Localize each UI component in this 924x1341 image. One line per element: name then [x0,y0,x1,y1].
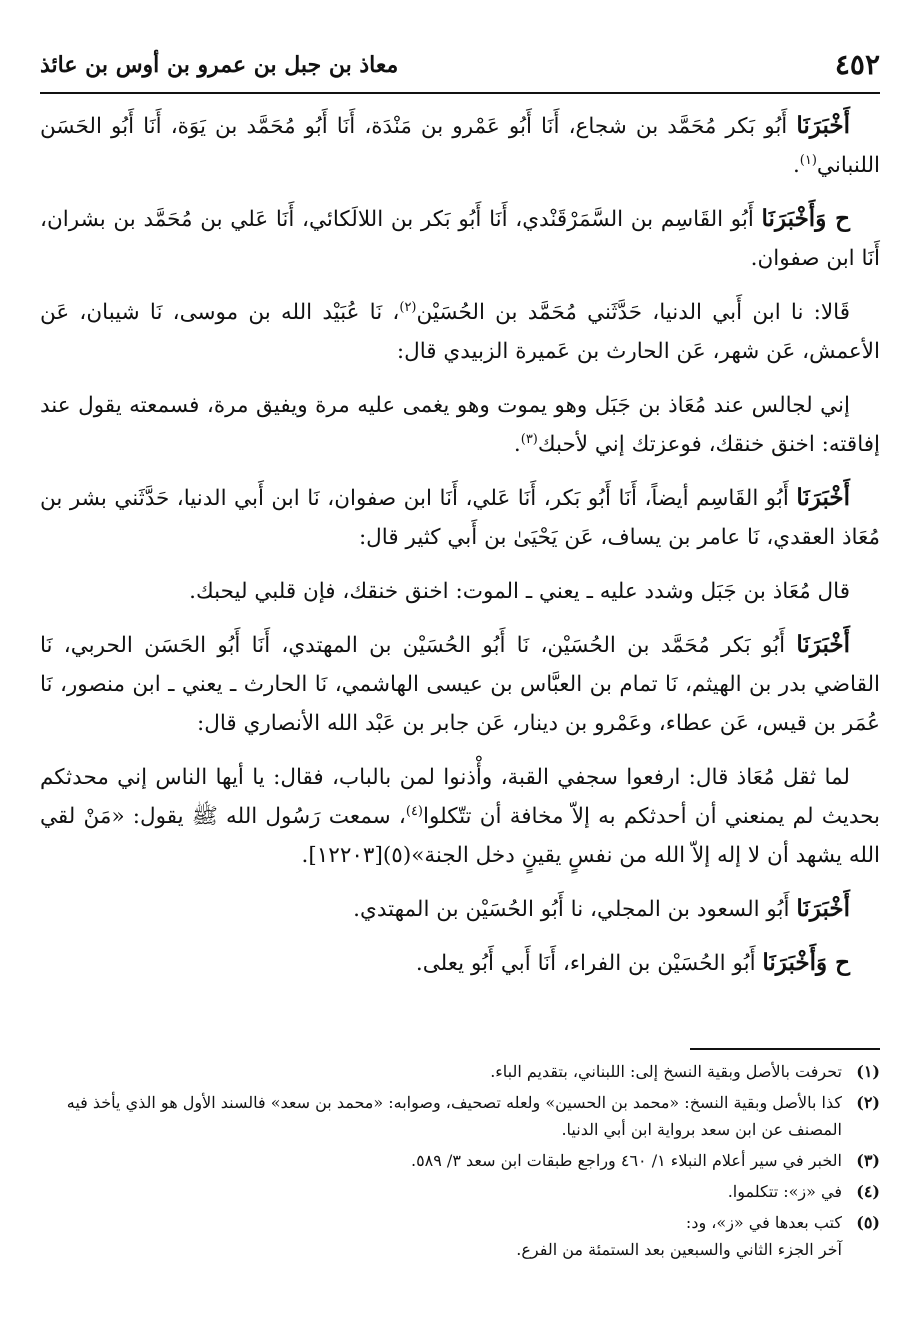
footnote-text: الخبر في سير أعلام النبلاء ١/ ٤٦٠ وراجع طبقات ابن سعد ٣/ ٥٨٩. [410,1151,842,1170]
quote-paragraph [40,757,880,875]
paragraph-text: لما ثقل مُعَاذ قال: ارفعوا سجفي القبة، وأْذنوا لمن بالباب، فقال: يا أيها الناس إني محدثكم بحديث لم يمنعني أن أحدثكم به إلاّ مخافة أن تتّكلوا [40,765,880,829]
paragraph-text: أَبُو القَاسِم أيضاً، أَنَا أَبُو بَكر، أَنَا عَلي، أَنَا ابن صفوان، نَا ابن أَبي الدنيا، حَدَّثَني بشر بن مُعَاذ العقدي، نَا عامر بن يساف، عَن يَحْيَىٰ بن أَبي كثير قال: [40,486,880,550]
footnote-number: (٣) [856,1151,880,1170]
footnote-divider [690,1048,880,1050]
paragraph-text: أَبُو الحُسَيْن بن الفراء، أَنَا أَبي أَبُو يعلى. [415,951,763,976]
footnote-number: (٥) [856,1213,880,1232]
footnote-number: (٤) [856,1182,880,1201]
footnote-text: كذا بالأصل وبقية النسخ: «محمد بن الحسين» ولعله تصحيف، وصوابه: «محمد بن سعد» فالسند الأول هو الذي يأخذ فيه المصنف عن ابن سعد برواية ابن أبي الدنيا. [66,1093,842,1139]
paragraph [40,478,880,557]
footnotes [40,1058,880,1267]
paragraph-keyword: أَخْبَرَنَا [796,484,850,511]
paragraph-keyword: أَخْبَرَنَا [796,895,850,922]
paragraph-text: أَبُو بَكر مُحَمَّد بن شجاع، أَنَا أَبُو عَمْرو بن مَنْدَة، أَنَا أَبُو مُحَمَّد بن يَوَة، أَنَا أَبُو الحَسَن اللنباني [40,114,880,178]
paragraph-tail: ، سمعت رَسُول الله ﷺ يقول: «مَنْ لقي الله يشهد أن لا إله إلاّ الله من نفسٍ يقينٍ دخل الجنة»(٥)[١٢٢٠٣]. [40,804,880,868]
paragraph-tail: . [513,432,521,457]
footnote-text: في «ز»: تتكلموا. [727,1182,842,1201]
paragraph [40,625,880,743]
footnote-text: كتب بعدها في «ز»، ود: [685,1213,842,1232]
paragraph-text: أَبُو السعود بن المجلي، نا أَبُو الحُسَيْن بن المهتدي. [353,897,797,922]
footnote-text: تحرفت بالأصل وبقية النسخ إلى: اللبناني، بتقديم الباء. [490,1062,842,1081]
footnote-ref: (١) [799,152,817,168]
page-header [40,40,880,94]
paragraph-keyword: أَخْبَرَنَا [796,112,850,139]
paragraph-tail: . [792,153,800,178]
paragraph-keyword: ح وَأَخْبَرَنَا [762,949,850,976]
footnote [40,1058,880,1085]
document-page [40,40,880,1300]
footnote [40,1089,880,1143]
footnote [40,1178,880,1205]
paragraph-text: أَبُو القَاسِم بن السَّمَرْقَنْدي، أَنَا أَبُو بَكر بن اللالَكائي، أَنَا عَلي بن مُحَمَّد بن بشران، أَنَا ابن صفوان. [40,207,880,271]
paragraph-keyword: ح وَأَخْبَرَنَا [761,205,851,232]
paragraph-text: قَالا: نا ابن أَبي الدنيا، حَدَّثَني مُحَمَّد بن الحُسَيْن [416,300,850,325]
paragraph-tail: ، نَا عُبَيْد الله بن موسى، نَا شيبان، عَن الأعمش، عَن شهر، عَن الحارث بن عَميرة الزبيدي قال: [40,300,880,364]
footnote [40,1147,880,1174]
paragraph-text: أَبُو بَكر مُحَمَّد بن الحُسَيْن، نَا أَبُو الحُسَيْن بن المهتدي، أَنَا أَبُو الحَسَن الحربي، نَا القاضي بدر بن الهيثم، نَا تمام بن العبَّاس بن عيسى الهاشمي، نَا الحارث ـ يعني ـ ابن منصور، نَا عُمَر بن قيس، عَن عطاء، وعَمْرو بن دينار، عَن جابر بن عَبْد الله الأنصاري قال: [40,633,880,736]
main-text [40,106,880,997]
footnote-ref: (٤) [405,803,423,819]
quote-paragraph [40,571,880,611]
paragraph [40,889,880,929]
paragraph-keyword: أَخْبَرَنَا [796,631,850,658]
footnote-number: (٢) [856,1093,880,1112]
footnote [40,1209,880,1263]
running-title: معاذ بن جبل بن عمرو بن أوس بن عائذ [40,52,399,78]
footnote-subtext: آخر الجزء الثاني والسبعين بعد الستمئة من الفرع. [516,1240,842,1259]
paragraph-text: إني لجالس عند مُعَاذ بن جَبَل وهو يموت وهو يغمى عليه مرة ويفيق مرة، فسمعته يقول عند إفاقته: اخنق خنقك، فوعزتك إني لأحبك [40,393,880,457]
quote-paragraph [40,385,880,464]
paragraph-text: قال مُعَاذ بن جَبَل وشدد عليه ـ يعني ـ الموت: اخنق خنقك، فإن قلبي ليحبك. [189,579,850,604]
paragraph [40,199,880,278]
footnote-number: (١) [856,1062,880,1081]
footnote-ref: (٣) [520,431,538,447]
page-number: ٤٥٢ [834,48,880,81]
paragraph [40,292,880,371]
paragraph [40,106,880,185]
paragraph [40,943,880,983]
footnote-ref: (٢) [399,299,417,315]
